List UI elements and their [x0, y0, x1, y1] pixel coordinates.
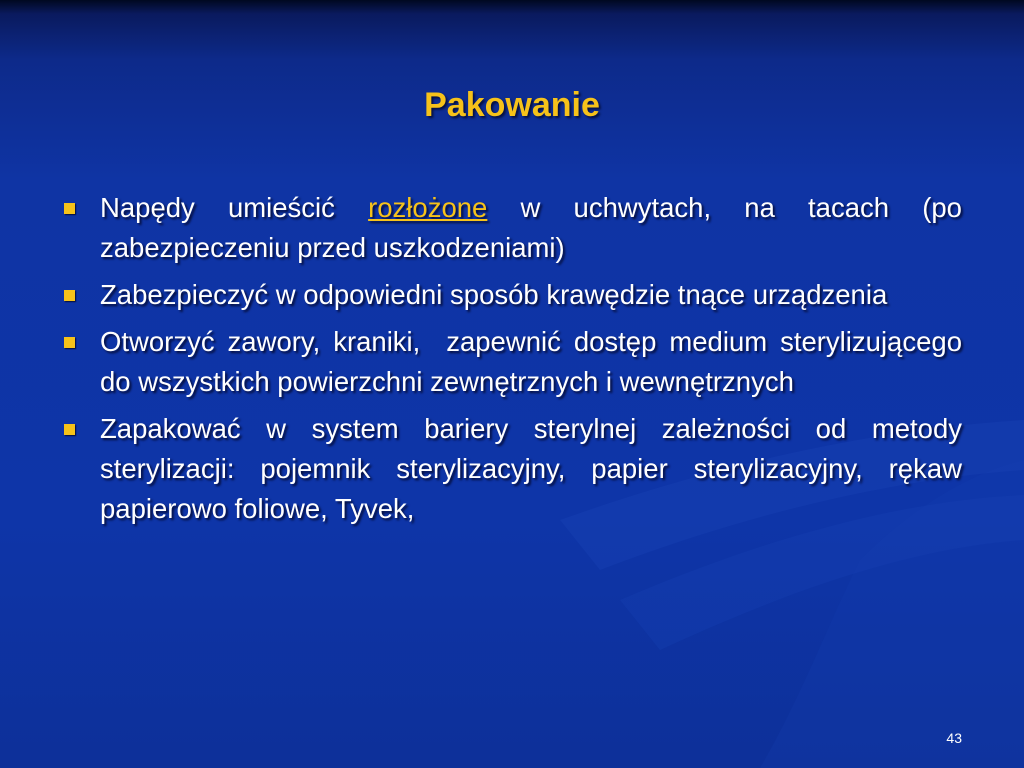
bullet-item-2 — [62, 275, 962, 315]
bullet-square-icon — [64, 203, 75, 214]
bullet-square-icon — [64, 290, 75, 301]
bullet-text: Zabezpieczyć w odpowiedni sposób krawędzie tnące urządzenia — [100, 279, 888, 310]
bullet-text: Otworzyć zawory, kraniki, zapewnić dostęp medium sterylizującego do wszystkich powierzchni zewnętrznych i wewnętrznych — [100, 326, 970, 397]
slide-title: Pakowanie — [424, 86, 600, 124]
bullet-item-4 — [62, 409, 962, 529]
page-number: 43 — [946, 730, 962, 746]
bullet-square-icon — [64, 337, 75, 348]
bullet-text-before: Napędy umieścić — [100, 192, 369, 223]
bullet-item-1 — [62, 188, 962, 268]
bullet-item-3 — [62, 322, 970, 402]
bullet-square-icon — [64, 424, 75, 435]
bullet-list — [62, 188, 970, 536]
hyperlink-rozlozone[interactable]: rozłożone — [368, 192, 488, 223]
bullet-text: Zapakować w system bariery sterylnej zależności od metody sterylizacji: pojemnik sterylizacyjny, papier sterylizacyjny, rękaw papierowo foliowe, Tyvek, — [100, 413, 962, 524]
bullet-text-after: w uchwytach, na tacach (po zabezpieczeniu przed uszkodzeniami) — [100, 192, 962, 263]
